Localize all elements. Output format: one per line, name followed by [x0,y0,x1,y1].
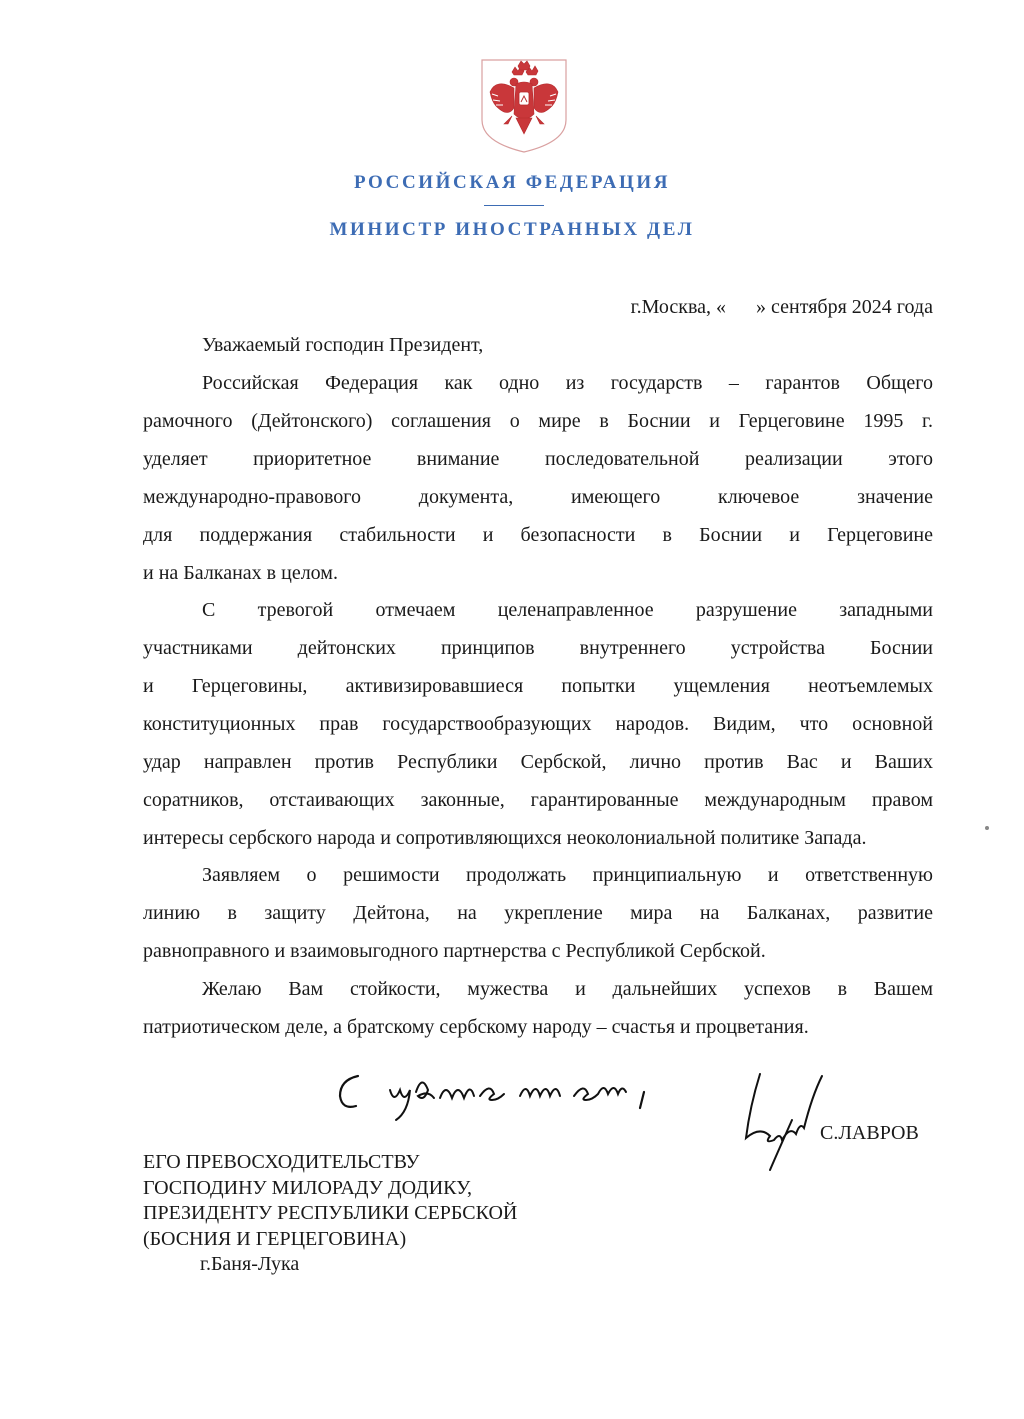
header-ministry: МИНИСТР ИНОСТРАННЫХ ДЕЛ [329,219,695,240]
header-country: РОССИЙСКАЯ ФЕДЕРАЦИЯ [353,172,671,193]
paragraph-line: и Герцеговины, активизировавшиеся попытки ущемления неотъемлемых [143,675,933,697]
paragraph-line: уделяет приоритетное внимание последовательной реализации этого [143,448,933,470]
addressee-line: ЕГО ПРЕВОСХОДИТЕЛЬСТВУ [143,1151,420,1173]
paragraph-line: Российская Федерация как одно из государств – гарантов Общего [202,372,933,394]
paragraph-line: патриотическом деле, а братскому сербскому народу – счастья и процветания. [143,1016,809,1038]
paragraph-line: Заявляем о решимости продолжать принципиальную и ответственную [202,864,933,886]
addressee-city: г.Баня-Лука [200,1253,300,1275]
addressee-block [143,1150,517,1252]
paragraph-line: равноправного и взаимовыгодного партнерства с Республикой Сербской. [143,940,766,962]
paragraph-1 [143,364,933,592]
addressee-line: ГОСПОДИНУ МИЛОРАДУ ДОДИКУ, [143,1176,472,1199]
paragraph-line: и на Балканах в целом. [143,562,338,584]
header-divider [484,205,544,206]
paragraph-line: интересы сербского народа и сопротивляющихся неоколониальной политике Запада. [143,827,867,849]
signature-image [730,1066,830,1176]
paragraph-3 [143,856,933,970]
paragraph-line: удар направлен против Республики Сербской, лично против Вас и Ваших [143,751,933,773]
addressee-line: (БОСНИЯ И ГЕРЦЕГОВИНА) [143,1227,407,1250]
paragraph-line: участниками дейтонских принципов внутреннего устройства Боснии [143,637,933,659]
scan-speck [985,826,989,830]
paragraph-4 [143,970,933,1046]
dateline: г.Москва, « » сентября 2024 года [630,296,933,318]
paragraph-line: линию в защиту Дейтона, на укрепление мира на Балканах, развитие [143,902,933,924]
paragraph-2 [143,591,933,857]
paragraph-line: рамочного (Дейтонского) соглашения о мире в Боснии и Герцеговине 1995 г. [143,410,933,432]
paragraph-line: для поддержания стабильности и безопасности в Боснии и Герцеговине [143,524,933,546]
signer-name: С.ЛАВРОВ [820,1122,919,1144]
paragraph-line: соратников, отстаивающих законные, гарантированные международным правом [143,789,933,811]
paragraph-line: Желаю Вам стойкости, мужества и дальнейших успехов в Вашем [202,978,933,1000]
handwritten-closing [330,1062,680,1122]
addressee-line: ПРЕЗИДЕНТУ РЕСПУБЛИКИ СЕРБСКОЙ [143,1202,518,1224]
paragraph-line: С тревогой отмечаем целенаправленное разрушение западными [202,599,933,621]
paragraph-line: конституционных прав государствообразующих народов. Видим, что основной [143,713,933,735]
coat-of-arms-icon [474,58,574,154]
salutation: Уважаемый господин Президент, [202,334,484,356]
paragraph-line: международно-правового документа, имеющего ключевое значение [143,486,933,508]
